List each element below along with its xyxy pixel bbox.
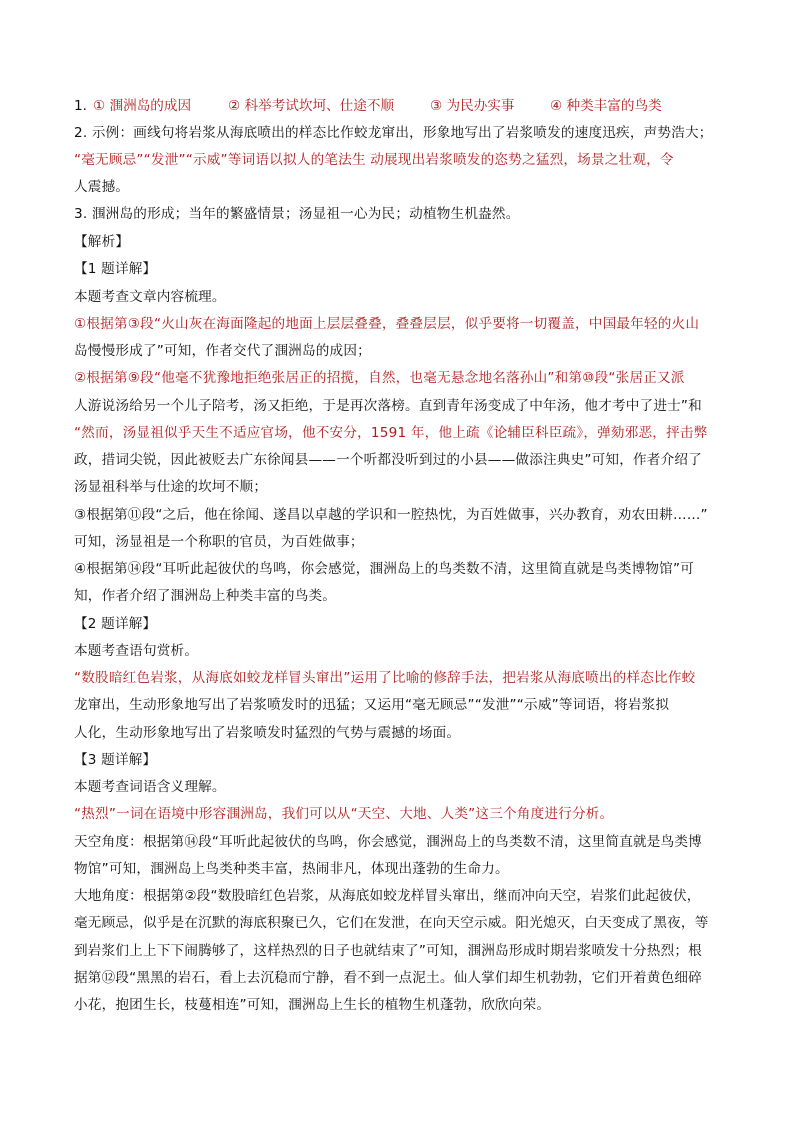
- answer-1-item-2: ② 科举考试坎坷、仕途不顺: [228, 98, 395, 114]
- detail-2-line: 龙窜出，生动形象地写出了岩浆喷发时的迅猛；又运用“毫无顾忌”“发泄”“示威”等词语，将岩浆拟: [74, 697, 670, 713]
- detail-1-line: 政，措词尖锐，因此被贬去广东徐闻县——一个听都没听到过的小县——做添注典史”可知，作者介绍了: [74, 452, 702, 468]
- detail-1-line: 岛慢慢形成了”可知，作者交代了涠洲岛的成因；: [74, 343, 371, 359]
- detail-1-line: 知，作者介绍了涠洲岛上种类丰富的鸟类。: [74, 588, 337, 604]
- answer-1-item-1: ① 涠洲岛的成因: [93, 98, 192, 114]
- detail-2-line: 人化，生动形象地写出了岩浆喷发时猛烈的气势与震撼的场面。: [74, 725, 461, 741]
- detail-2-line: “数股暗红色岩浆，从海底如蛟龙样冒头窜出”运用了比喻的修辞手法，把岩浆从海底喷出的样态比作蛟: [74, 670, 696, 686]
- detail-1-line: 可知，汤显祖是一个称职的官员，为百姓做事；: [74, 534, 364, 550]
- detail-3-intro: 本题考查词语含义理解。: [74, 779, 226, 795]
- detail-1-line: “然而，汤显祖似乎天生不适应官场，他不安分，1591 年，他上疏《论辅臣科臣疏》，弹劾邪恶，抨击弊: [74, 425, 708, 441]
- answer-2-line-1: 2. 示例：画线句将岩浆从海底喷出的样态比作蛟龙窜出，形象地写出了岩浆喷发的速度迅疾，声势浩大；: [74, 125, 713, 141]
- detail-1-intro: 本题考查文章内容梳理。: [74, 289, 226, 305]
- detail-1-line: ②根据第⑨段“他毫不犹豫地拒绝张居正的招揽，自然，也毫无悬念地名落孙山”和第⑩段“张居正又派: [74, 370, 685, 386]
- answer-1-item-3: ③ 为民办实事: [430, 98, 515, 114]
- answer-3: 3. 涠洲岛的形成；当年的繁盛情景；汤显祖一心为民；动植物生机盎然。: [74, 206, 520, 222]
- analysis-heading: 【解析】: [74, 234, 130, 250]
- detail-3-line: 毫无顾忌，似乎是在沉默的海底积聚已久，它们在发泄，在向天空示威。阳光熄灭，白天变成了黑夜，等: [74, 915, 709, 931]
- answer-1-number: 1.: [74, 98, 87, 114]
- detail-2-intro: 本题考查语句赏析。: [74, 643, 199, 659]
- detail-1-line: 汤显祖科举与仕途的坎坷不顺；: [74, 479, 268, 495]
- detail-3-line: 据第⑫段“黑黑的岩石，看上去沉稳而宁静，看不到一点泥土。仙人掌们却生机勃勃，它们开着黄色细碎: [74, 970, 702, 986]
- detail-3-line: 小花，抱团生长，枝蔓相连”可知，涠洲岛上生长的植物生机蓬勃，欣欣向荣。: [74, 997, 551, 1013]
- answer-2-line-3: 人震撼。: [74, 179, 130, 195]
- detail-3-line: 大地角度：根据第②段“数股暗红色岩浆，从海底如蛟龙样冒头窜出，继而冲向天空，岩浆们此起彼伏，: [74, 888, 701, 904]
- answer-2-line-2: “毫无顾忌”“发泄”“示威”等词语以拟人的笔法生 动展现出岩浆喷发的恣势之猛烈，场景之壮观，令: [74, 152, 674, 168]
- detail-3-heading: 【3 题详解】: [74, 752, 157, 768]
- detail-3-line: “热烈”一词在语境中形容涠洲岛，我们可以从“天空、大地、人类”这三个角度进行分析。: [74, 806, 614, 822]
- detail-1-line: ④根据第⑭段“耳听此起彼伏的鸟鸣，你会感觉，涠洲岛上的鸟类数不清，这里简直就是鸟类博物馆”可: [74, 561, 694, 577]
- detail-1-line: ③根据第⑪段“之后，他在徐闻、遂昌以卓越的学识和一腔热忱，为百姓做事，兴办教育，劝农田耕……”: [74, 507, 708, 523]
- detail-1-line: 人游说汤给另一个儿子陪考，汤又拒绝，于是再次落榜。直到青年汤变成了中年汤，他才考中了进士”和: [74, 398, 702, 414]
- detail-3-line: 天空角度：根据第⑭段“耳听此起彼伏的鸟鸣，你会感觉，涠洲岛上的鸟类数不清，这里简直就是鸟类博: [74, 834, 702, 850]
- detail-2-heading: 【2 题详解】: [74, 616, 157, 632]
- detail-3-line: 物馆”可知，涠洲岛上鸟类种类丰富，热闹非凡，体现出蓬勃的生命力。: [74, 861, 509, 877]
- detail-3-line: 到岩浆们上上下下闹腾够了，这样热烈的日子也就结束了”可知，涠洲岛形成时期岩浆喷发十分热烈；根: [74, 943, 702, 959]
- detail-1-heading: 【1 题详解】: [74, 261, 157, 277]
- answer-1-item-4: ④ 种类丰富的鸟类: [550, 98, 662, 114]
- detail-1-line: ①根据第③段“火山灰在海面隆起的地面上层层叠叠，叠叠层层，似乎要将一切覆盖，中国最年轻的火山: [74, 316, 700, 332]
